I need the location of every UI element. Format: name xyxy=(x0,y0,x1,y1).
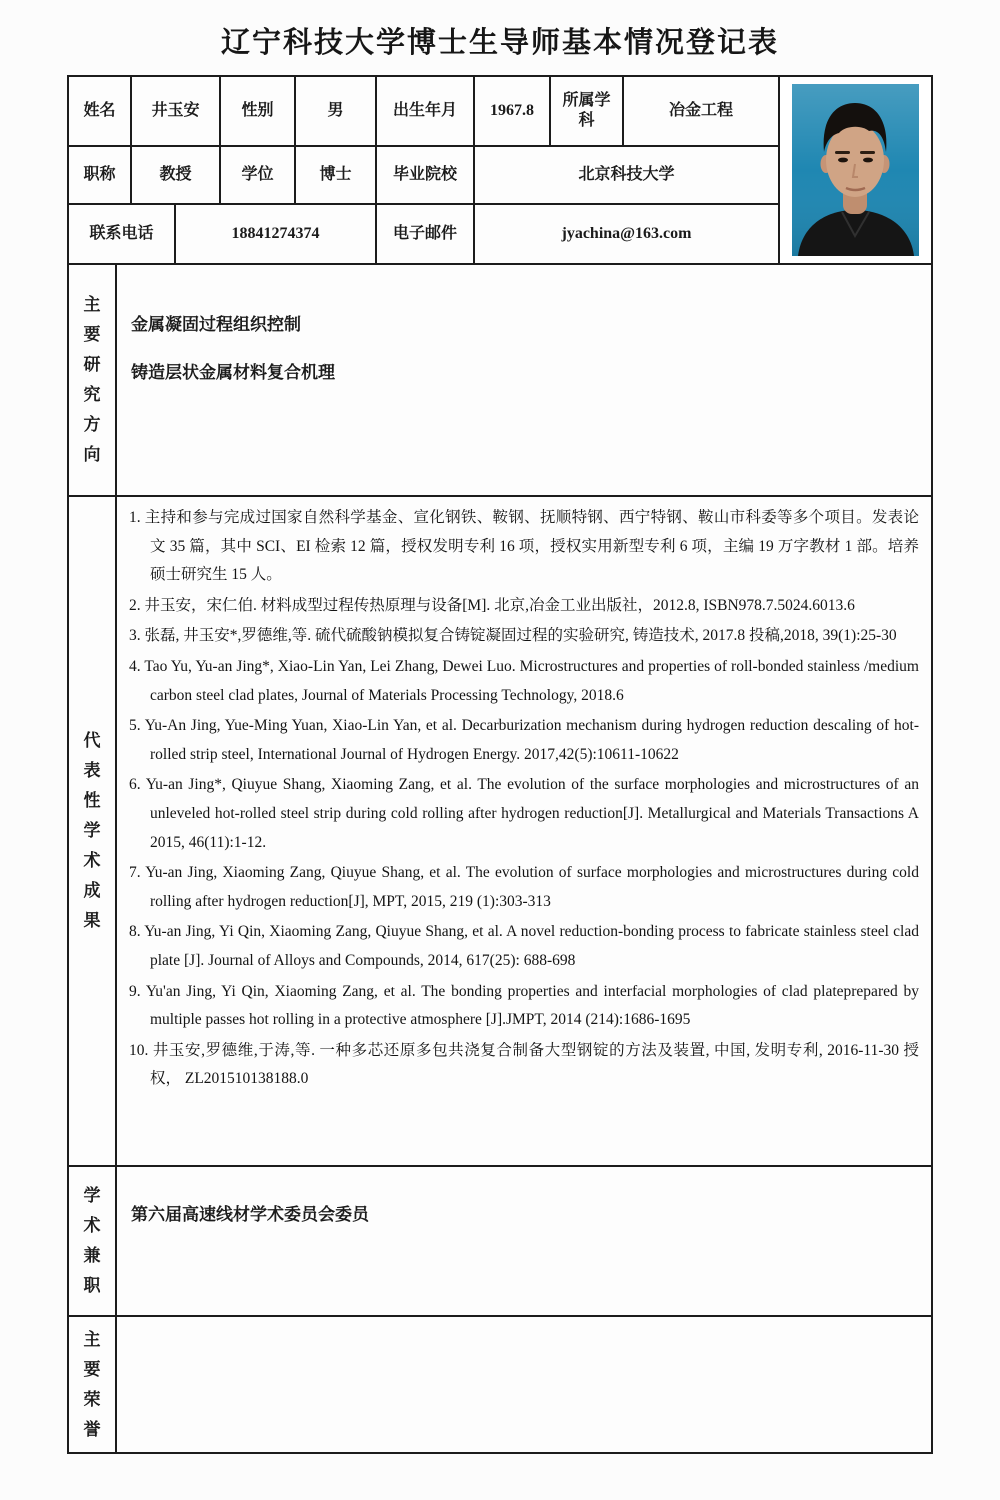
portrait-photo xyxy=(792,84,919,256)
academic-positions-section xyxy=(69,1167,931,1317)
gender-label: 性别 xyxy=(221,77,296,145)
info-row-2 xyxy=(69,147,780,205)
professional-title-label: 职称 xyxy=(69,147,132,203)
achievements-label: 代表性学术成果 xyxy=(83,731,101,930)
research-directions-label: 主要研究方向 xyxy=(83,295,101,464)
publication-item: 3. 张磊, 井玉安*,罗德维,等. 硫代硫酸钠模拟复合铸锭凝固过程的实验研究, 铸造技术, 2017.8 投稿,2018, 39(1):25-30 xyxy=(129,627,897,645)
research-directions-section xyxy=(69,265,931,497)
phone-label: 联系电话 xyxy=(69,205,176,263)
research-line: 金属凝固过程组织控制 xyxy=(131,315,301,334)
honors-label: 主要荣誉 xyxy=(83,1329,101,1439)
graduate-school-value: 北京科技大学 xyxy=(475,147,780,203)
publication-item: 9. Yu'an Jing, Yi Qin, Xiaoming Zang, et al. The bonding properties and interfacial morphologies of clad plateprepared by multiple passes hot rolling in a protective atmosphere [J].JMPT, 2014 (214):1686-1695 xyxy=(129,982,919,1029)
publication-item: 10. 井玉安,罗德维,于涛,等. 一种多芯还原多包共浇复合制备大型钢锭的方法及装置, 中国, 发明专利, 2016-11-30 授权， ZL201510138188.0 xyxy=(129,1041,919,1088)
academic-positions-content xyxy=(117,1167,931,1315)
gender-value: 男 xyxy=(296,77,377,145)
publication-item: 5. Yu-An Jing, Yue-Ming Yuan, Xiao-Lin Yan, et al. Decarburization mechanism during hydrogen reduction descaling of hot-rolled strip steel, International Journal of Hydrogen Energy. 2017,42(5):10611-10622 xyxy=(129,717,919,763)
academic-positions-label-cell xyxy=(69,1167,117,1315)
graduate-school-label: 毕业院校 xyxy=(377,147,475,203)
research-line: 铸造层状金属材料复合机理 xyxy=(131,363,335,382)
honors-label-cell xyxy=(69,1317,117,1452)
discipline-label: 所属学科 xyxy=(551,77,624,145)
achievements-list xyxy=(117,497,931,1165)
phone-value: 18841274374 xyxy=(176,205,377,263)
publication-item: 7. Yu-an Jing, Xiaoming Zang, Qiuyue Shang, et al. The evolution of surface morphologies and microstructures during cold rolling after hydrogen reduction[J], MPT, 2015, 219 (1):303-313 xyxy=(129,864,919,910)
photo-cell xyxy=(780,77,931,263)
honors-section xyxy=(69,1317,931,1452)
publication-item: 1. 主持和参与完成过国家自然科学基金、宣化钢铁、鞍钢、抚顺特钢、西宁特钢、鞍山市科委等多个项目。发表论文 35 篇，其中 SCI、EI 检索 12 篇，授权发明专利 16 项，授权实用新型专利 6 项，主编 19 万字教材 1 部。培养硕士研究生 15 人。 xyxy=(129,509,919,584)
birth-date-label: 出生年月 xyxy=(377,77,475,145)
academic-position-item: 第六届高速线材学术委员会委员 xyxy=(131,1205,369,1224)
degree-label: 学位 xyxy=(221,147,296,203)
page-title: 辽宁科技大学博士生导师基本情况登记表 xyxy=(220,27,779,59)
publication-item: 4. Tao Yu, Yu-an Jing*, Xiao-Lin Yan, Lei Zhang, Dewei Luo. Microstructures and properties of roll-bonded stainless /medium carbon steel clad plates, Journal of Materials Processing Technology, 2018.6 xyxy=(129,657,919,704)
professional-title-value: 教授 xyxy=(132,147,221,203)
publication-item: 2. 井玉安，宋仁伯. 材料成型过程传热原理与设备[M]. 北京,冶金工业出版社，2012.8, ISBN978.7.5024.6013.6 xyxy=(129,596,855,614)
info-row-3 xyxy=(69,205,780,263)
publication-item: 6. Yu-an Jing*, Qiuyue Shang, Xiaoming Zang, et al. The evolution of the surface morphologies and microstructures of an unleveled hot-rolled steel strip during cold rolling after hydrogen reduction[J]. Metallurgical and Materials Transactions A 2015, 46(11):1-12. xyxy=(129,776,919,851)
honors-content xyxy=(117,1317,931,1452)
personal-info-grid xyxy=(69,77,780,263)
achievements-label-cell xyxy=(69,497,117,1165)
degree-value: 博士 xyxy=(296,147,377,203)
name-value: 井玉安 xyxy=(132,77,221,145)
research-directions-content xyxy=(117,265,931,495)
email-value: jyachina@163.com xyxy=(475,205,780,263)
name-label: 姓名 xyxy=(69,77,132,145)
publication-item: 8. Yu-an Jing, Yi Qin, Xiaoming Zang, Qiuyue Shang, et al. A novel reduction-bonding process to fabricate stainless steel clad plate [J]. Journal of Alloys and Compounds, 2014, 617(25): 688-698 xyxy=(129,923,919,969)
info-row-1 xyxy=(69,77,780,147)
personal-info-section xyxy=(69,77,931,265)
research-directions-label-cell xyxy=(69,265,117,495)
achievements-section xyxy=(69,497,931,1167)
birth-date-value: 1967.8 xyxy=(475,77,551,145)
email-label: 电子邮件 xyxy=(377,205,475,263)
discipline-value: 冶金工程 xyxy=(624,77,780,145)
academic-positions-label: 学术兼职 xyxy=(83,1186,101,1295)
registration-form-table xyxy=(67,75,933,1454)
